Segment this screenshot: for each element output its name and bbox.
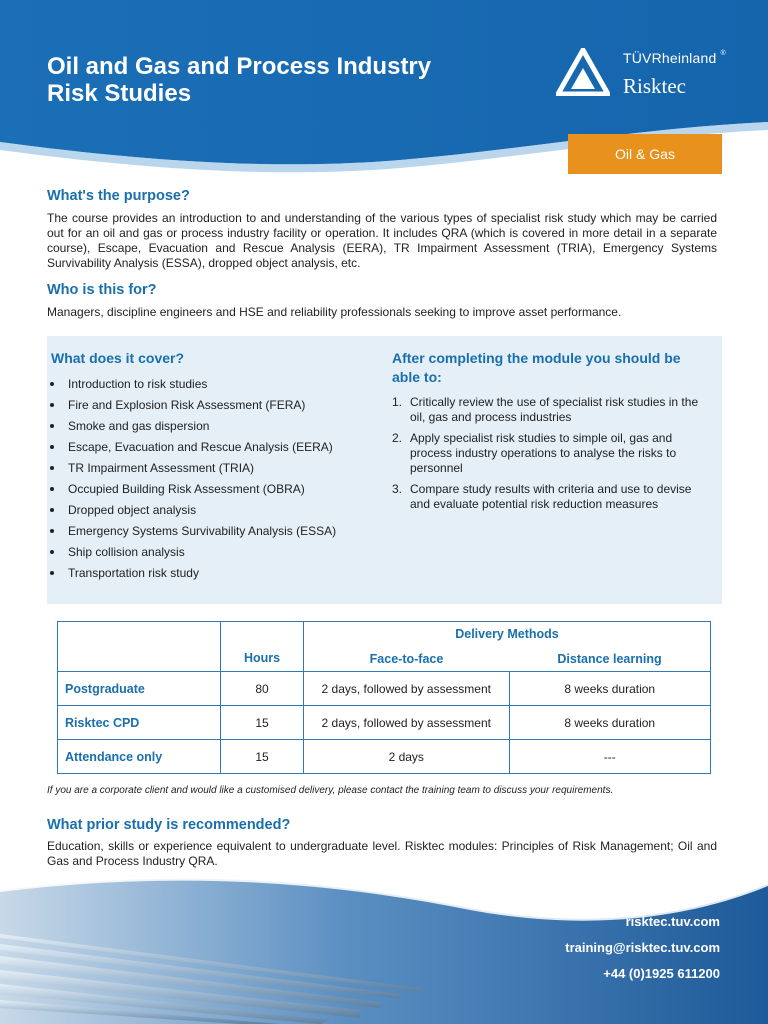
triangle-logo-icon xyxy=(556,48,610,96)
table-row xyxy=(58,740,711,774)
audience-text: Managers, discipline engineers and HSE and reliability professionals seeking to improve asset performance. xyxy=(47,305,622,319)
page-title xyxy=(47,53,431,107)
outcomes-heading-line-2: able to: xyxy=(392,369,442,385)
prior-study-text: Education, skills or experience equivalent to undergraduate level. Risktec modules: Principles of Risk Management; Oil and Gas and Process Industry QRA. xyxy=(47,839,717,868)
website-link[interactable]: risktec.tuv.com xyxy=(625,914,720,929)
coverage-item: TR Impairment Assessment (TRIA) xyxy=(47,460,336,481)
delivery-methods-header: Delivery Methods xyxy=(304,622,711,647)
audience-heading: Who is this for? xyxy=(47,282,157,298)
outcome-item: 2. Apply specialist risk studies to simple oil, gas and process industry operations to analyse the risks to personnel xyxy=(392,431,677,475)
footer-banner xyxy=(0,860,768,1024)
outcome-item: 3. Compare study results with criteria and use to devise and evaluate potential risk reduction measures xyxy=(392,482,692,511)
email-link[interactable]: training@risktec.tuv.com xyxy=(565,940,720,955)
coverage-item: Introduction to risk studies xyxy=(47,376,336,397)
row-label: Postgraduate xyxy=(58,672,221,706)
coverage-panel xyxy=(47,336,722,604)
logo-name-text: Risktec xyxy=(623,74,686,98)
coverage-item: Transportation risk study xyxy=(47,565,336,586)
corporate-note: If you are a corporate client and would like a customised delivery, please contact the training team to discuss your requirements. xyxy=(47,785,614,796)
face-to-face-cell: 2 days xyxy=(304,740,510,774)
table-header-row xyxy=(58,622,711,647)
delivery-table xyxy=(57,621,711,774)
title-line-2: Risk Studies xyxy=(47,80,192,107)
hours-cell: 15 xyxy=(221,740,304,774)
hours-cell: 15 xyxy=(221,706,304,740)
face-to-face-cell: 2 days, followed by assessment xyxy=(304,706,510,740)
coverage-item: Smoke and gas dispersion xyxy=(47,418,336,439)
distance-learning-cell: 8 weeks duration xyxy=(509,672,711,706)
purpose-text: The course provides an introduction to and understanding of the various types of specialist risk study which may be carried out for an oil and gas or process industry facility or operation. It includes QRA (which is covered in more detail in a separate course), Escape, Evacuation and Rescue Analysis (EERA), TR Impairment Assessment (TRIA), Emergency Systems Survivability Analysis (ESSA), dropped object analysis, etc. xyxy=(47,211,717,270)
distance-learning-cell: 8 weeks duration xyxy=(509,706,711,740)
table-row xyxy=(58,706,711,740)
outcome-item: 1. Critically review the use of specialist risk studies in the oil, gas and process industries xyxy=(392,395,699,424)
coverage-item: Dropped object analysis xyxy=(47,502,336,523)
face-to-face-cell: 2 days, followed by assessment xyxy=(304,672,510,706)
outcomes-heading xyxy=(392,349,722,387)
table-row xyxy=(58,672,711,706)
hours-header: Hours xyxy=(221,622,304,672)
purpose-heading: What's the purpose? xyxy=(47,188,190,204)
tuv-risktec-logo xyxy=(556,48,746,100)
outcomes-list xyxy=(392,395,712,518)
coverage-item: Fire and Explosion Risk Assessment (FERA) xyxy=(47,397,336,418)
coverage-list xyxy=(47,376,336,586)
category-tag: Oil & Gas xyxy=(568,134,722,174)
table-corner-cell xyxy=(58,622,221,672)
coverage-item: Ship collision analysis xyxy=(47,544,336,565)
face-to-face-header: Face-to-face xyxy=(304,647,510,672)
hours-cell: 80 xyxy=(221,672,304,706)
distance-learning-cell: --- xyxy=(509,740,711,774)
coverage-item: Emergency Systems Survivability Analysis (ESSA) xyxy=(47,523,336,544)
distance-learning-header: Distance learning xyxy=(509,647,711,672)
title-line-1: Oil and Gas and Process Industry xyxy=(47,53,432,80)
coverage-item: Occupied Building Risk Assessment (OBRA) xyxy=(47,481,336,502)
logo-brand-text: TÜVRheinland ® xyxy=(623,50,726,66)
coverage-heading: What does it cover? xyxy=(51,350,185,366)
coverage-item: Escape, Evacuation and Rescue Analysis (EERA) xyxy=(47,439,336,460)
row-label: Attendance only xyxy=(58,740,221,774)
phone-number: +44 (0)1925 611200 xyxy=(603,966,720,981)
outcomes-heading-line-1: After completing the module you should be xyxy=(392,350,681,366)
prior-study-heading: What prior study is recommended? xyxy=(47,817,291,833)
row-label: Risktec CPD xyxy=(58,706,221,740)
